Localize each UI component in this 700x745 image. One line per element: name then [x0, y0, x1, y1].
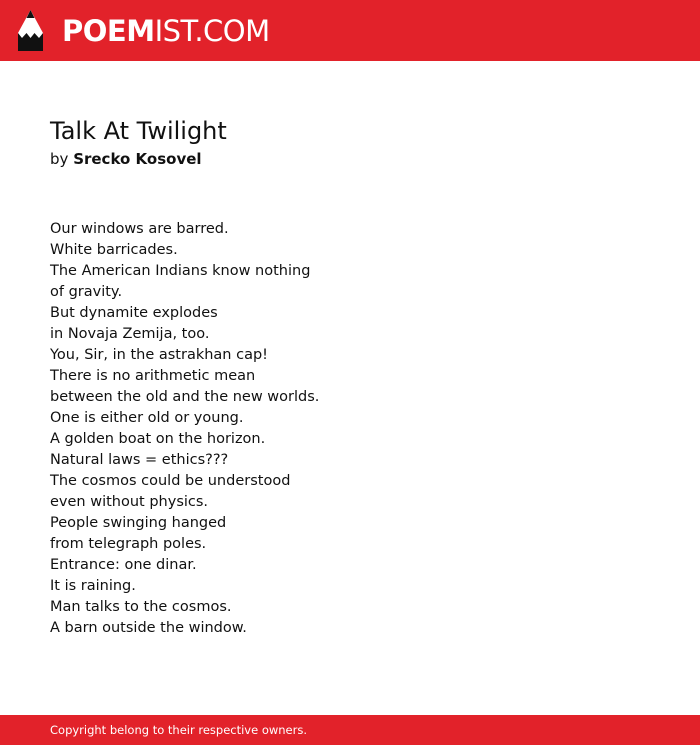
- site-header: [0, 0, 700, 61]
- poem-line: Man talks to the cosmos.: [50, 599, 232, 615]
- poem-line: The cosmos could be understood: [50, 473, 291, 489]
- poem-line: Entrance: one dinar.: [50, 557, 197, 573]
- copyright-text: Copyright belong to their respective owners.: [50, 723, 308, 737]
- poem-line: A barn outside the window.: [50, 620, 247, 636]
- poem-line: A golden boat on the horizon.: [50, 431, 266, 447]
- poem-line: Our windows are barred.: [50, 221, 229, 237]
- logo-text-bold: POEM: [62, 14, 155, 48]
- poem-line: even without physics.: [50, 494, 209, 510]
- poem-line: White barricades.: [50, 242, 178, 258]
- poem-line: from telegraph poles.: [50, 536, 207, 552]
- poem-body: [50, 219, 319, 639]
- poem-line: between the old and the new worlds.: [50, 389, 320, 405]
- poem-author: Srecko Kosovel: [73, 150, 202, 168]
- poem-line: There is no arithmetic mean: [50, 368, 256, 384]
- poem-line: of gravity.: [50, 284, 123, 300]
- poem-title: Talk At Twilight: [50, 117, 227, 145]
- poem-line: The American Indians know nothing: [50, 263, 311, 279]
- site-footer: [0, 715, 700, 745]
- poem-line: Natural laws = ethics???: [50, 452, 229, 468]
- poem-line: But dynamite explodes: [50, 305, 218, 321]
- site-logo[interactable]: [62, 12, 270, 50]
- poem-line: It is raining.: [50, 578, 136, 594]
- logo-text-light: IST.COM: [154, 14, 270, 48]
- pencil-icon[interactable]: [18, 10, 43, 51]
- poem-line: People swinging hanged: [50, 515, 227, 531]
- poem-line: One is either old or young.: [50, 410, 244, 426]
- poem-line: in Novaja Zemija, too.: [50, 326, 210, 342]
- poem-line: You, Sir, in the astrakhan cap!: [50, 347, 268, 363]
- by-label: by: [50, 150, 69, 168]
- poem-byline: [50, 148, 202, 170]
